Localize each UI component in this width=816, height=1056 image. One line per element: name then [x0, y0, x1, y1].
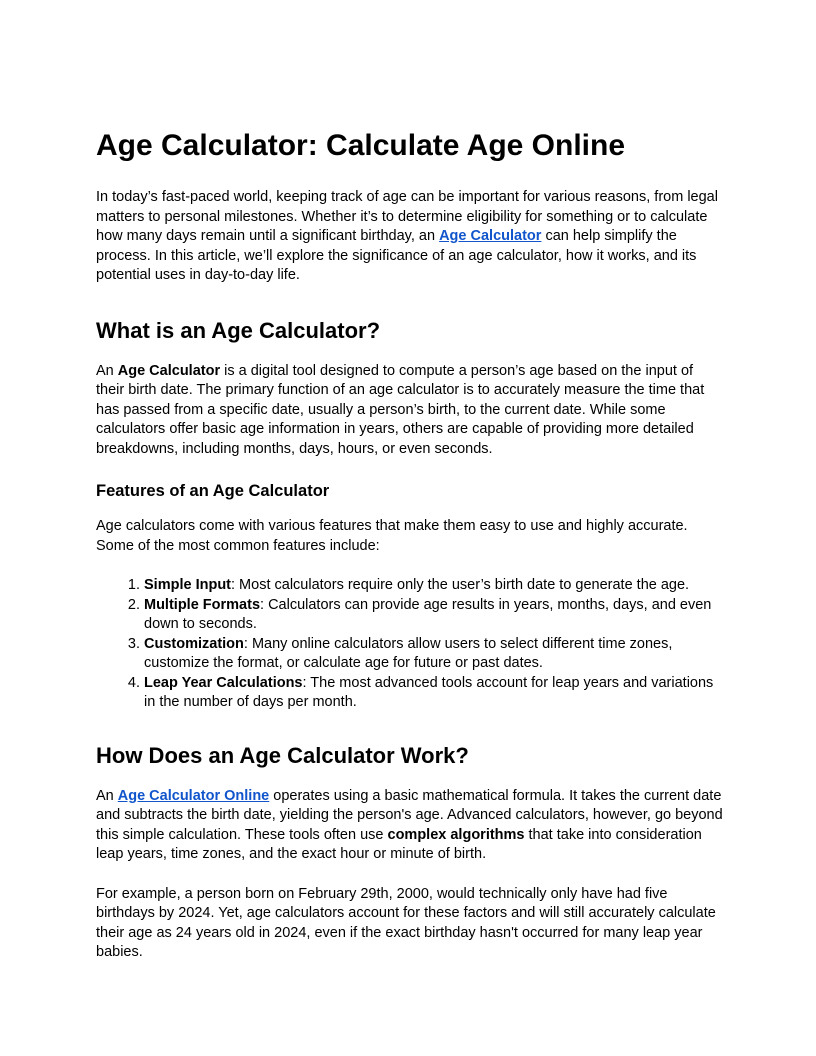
features-intro-paragraph: Age calculators come with various features that make them easy to use and highly accurate. Some of the most common features include:	[96, 518, 688, 554]
features-list	[96, 576, 724, 713]
what-is-paragraph	[96, 362, 724, 460]
list-item-text: : Most calculators require only the user’s birth date to generate the age.	[231, 577, 690, 593]
how-works-prefix: An	[96, 787, 118, 804]
what-is-rest: is a digital tool designed to compute a person’s age based on the input of their birth date. The primary function of an age calculator is to accurately measure the time that has passed from a specific date, usually a person’s birth, to the current date. While some calculators offer basic age information in years, others are capable of providing more detailed breakdowns, including months, days, hours, or even seconds.	[96, 362, 705, 457]
how-works-end: that take into consideration leap years, time zones, and the exact hour or minute of birth.	[96, 826, 702, 862]
list-item	[144, 596, 724, 635]
list-item-bold: Customization	[144, 635, 244, 652]
intro-text-after: can help simplify the process. In this article, we’ll explore the significance of an age calculator, how it works, and its potential uses in day-to-day life.	[96, 228, 697, 283]
how-works-bold-term: complex algorithms	[387, 826, 525, 843]
features-heading: Features of an Age Calculator	[96, 482, 330, 500]
list-item-text: : Many online calculators allow users to select different time zones, customize the format, or calculate age for future or past dates.	[144, 635, 673, 671]
intro-text-before: In today’s fast-paced world, keeping track of age can be important for various reasons, from legal matters to personal milestones. Whether it’s to determine eligibility for something or to calculate how many days remain until a significant birthday, an	[96, 189, 718, 244]
age-calculator-online-link[interactable]: Age Calculator Online	[117, 787, 270, 804]
intro-paragraph	[96, 188, 724, 286]
list-item-text: : The most advanced tools account for leap years and variations in the number of days per month.	[144, 674, 714, 710]
age-calculator-link[interactable]: Age Calculator	[439, 228, 542, 244]
document-page	[96, 126, 724, 983]
what-is-bold-term: Age Calculator	[117, 362, 221, 379]
list-item-bold: Multiple Formats	[144, 596, 261, 613]
list-item	[144, 674, 724, 713]
page-title: Age Calculator: Calculate Age Online	[96, 129, 625, 162]
list-item-text: : Calculators can provide age results in years, months, days, and even down to seconds.	[144, 596, 712, 632]
how-works-mid: operates using a basic mathematical formula. It takes the current date and subtracts the birth date, yielding the person's age. Advanced calculators, however, go beyond this simple calculation. These tools often use	[96, 787, 723, 843]
what-is-prefix: An	[96, 362, 118, 379]
how-works-paragraph-1	[96, 787, 724, 865]
how-works-paragraph-2: For example, a person born on February 29th, 2000, would technically only have had five birthdays by 2024. Yet, age calculators account for these factors and will still accurately calculate their age as 24 years old in 2024, even if the exact birthday hasn't occurred for many leap year babies.	[96, 885, 716, 960]
section-heading-what-is: What is an Age Calculator?	[96, 317, 381, 343]
list-item-bold: Leap Year Calculations	[144, 674, 303, 691]
list-item	[144, 576, 724, 596]
section-heading-how-works: How Does an Age Calculator Work?	[96, 742, 469, 768]
list-item-bold: Simple Input	[144, 577, 231, 593]
list-item	[144, 635, 724, 674]
